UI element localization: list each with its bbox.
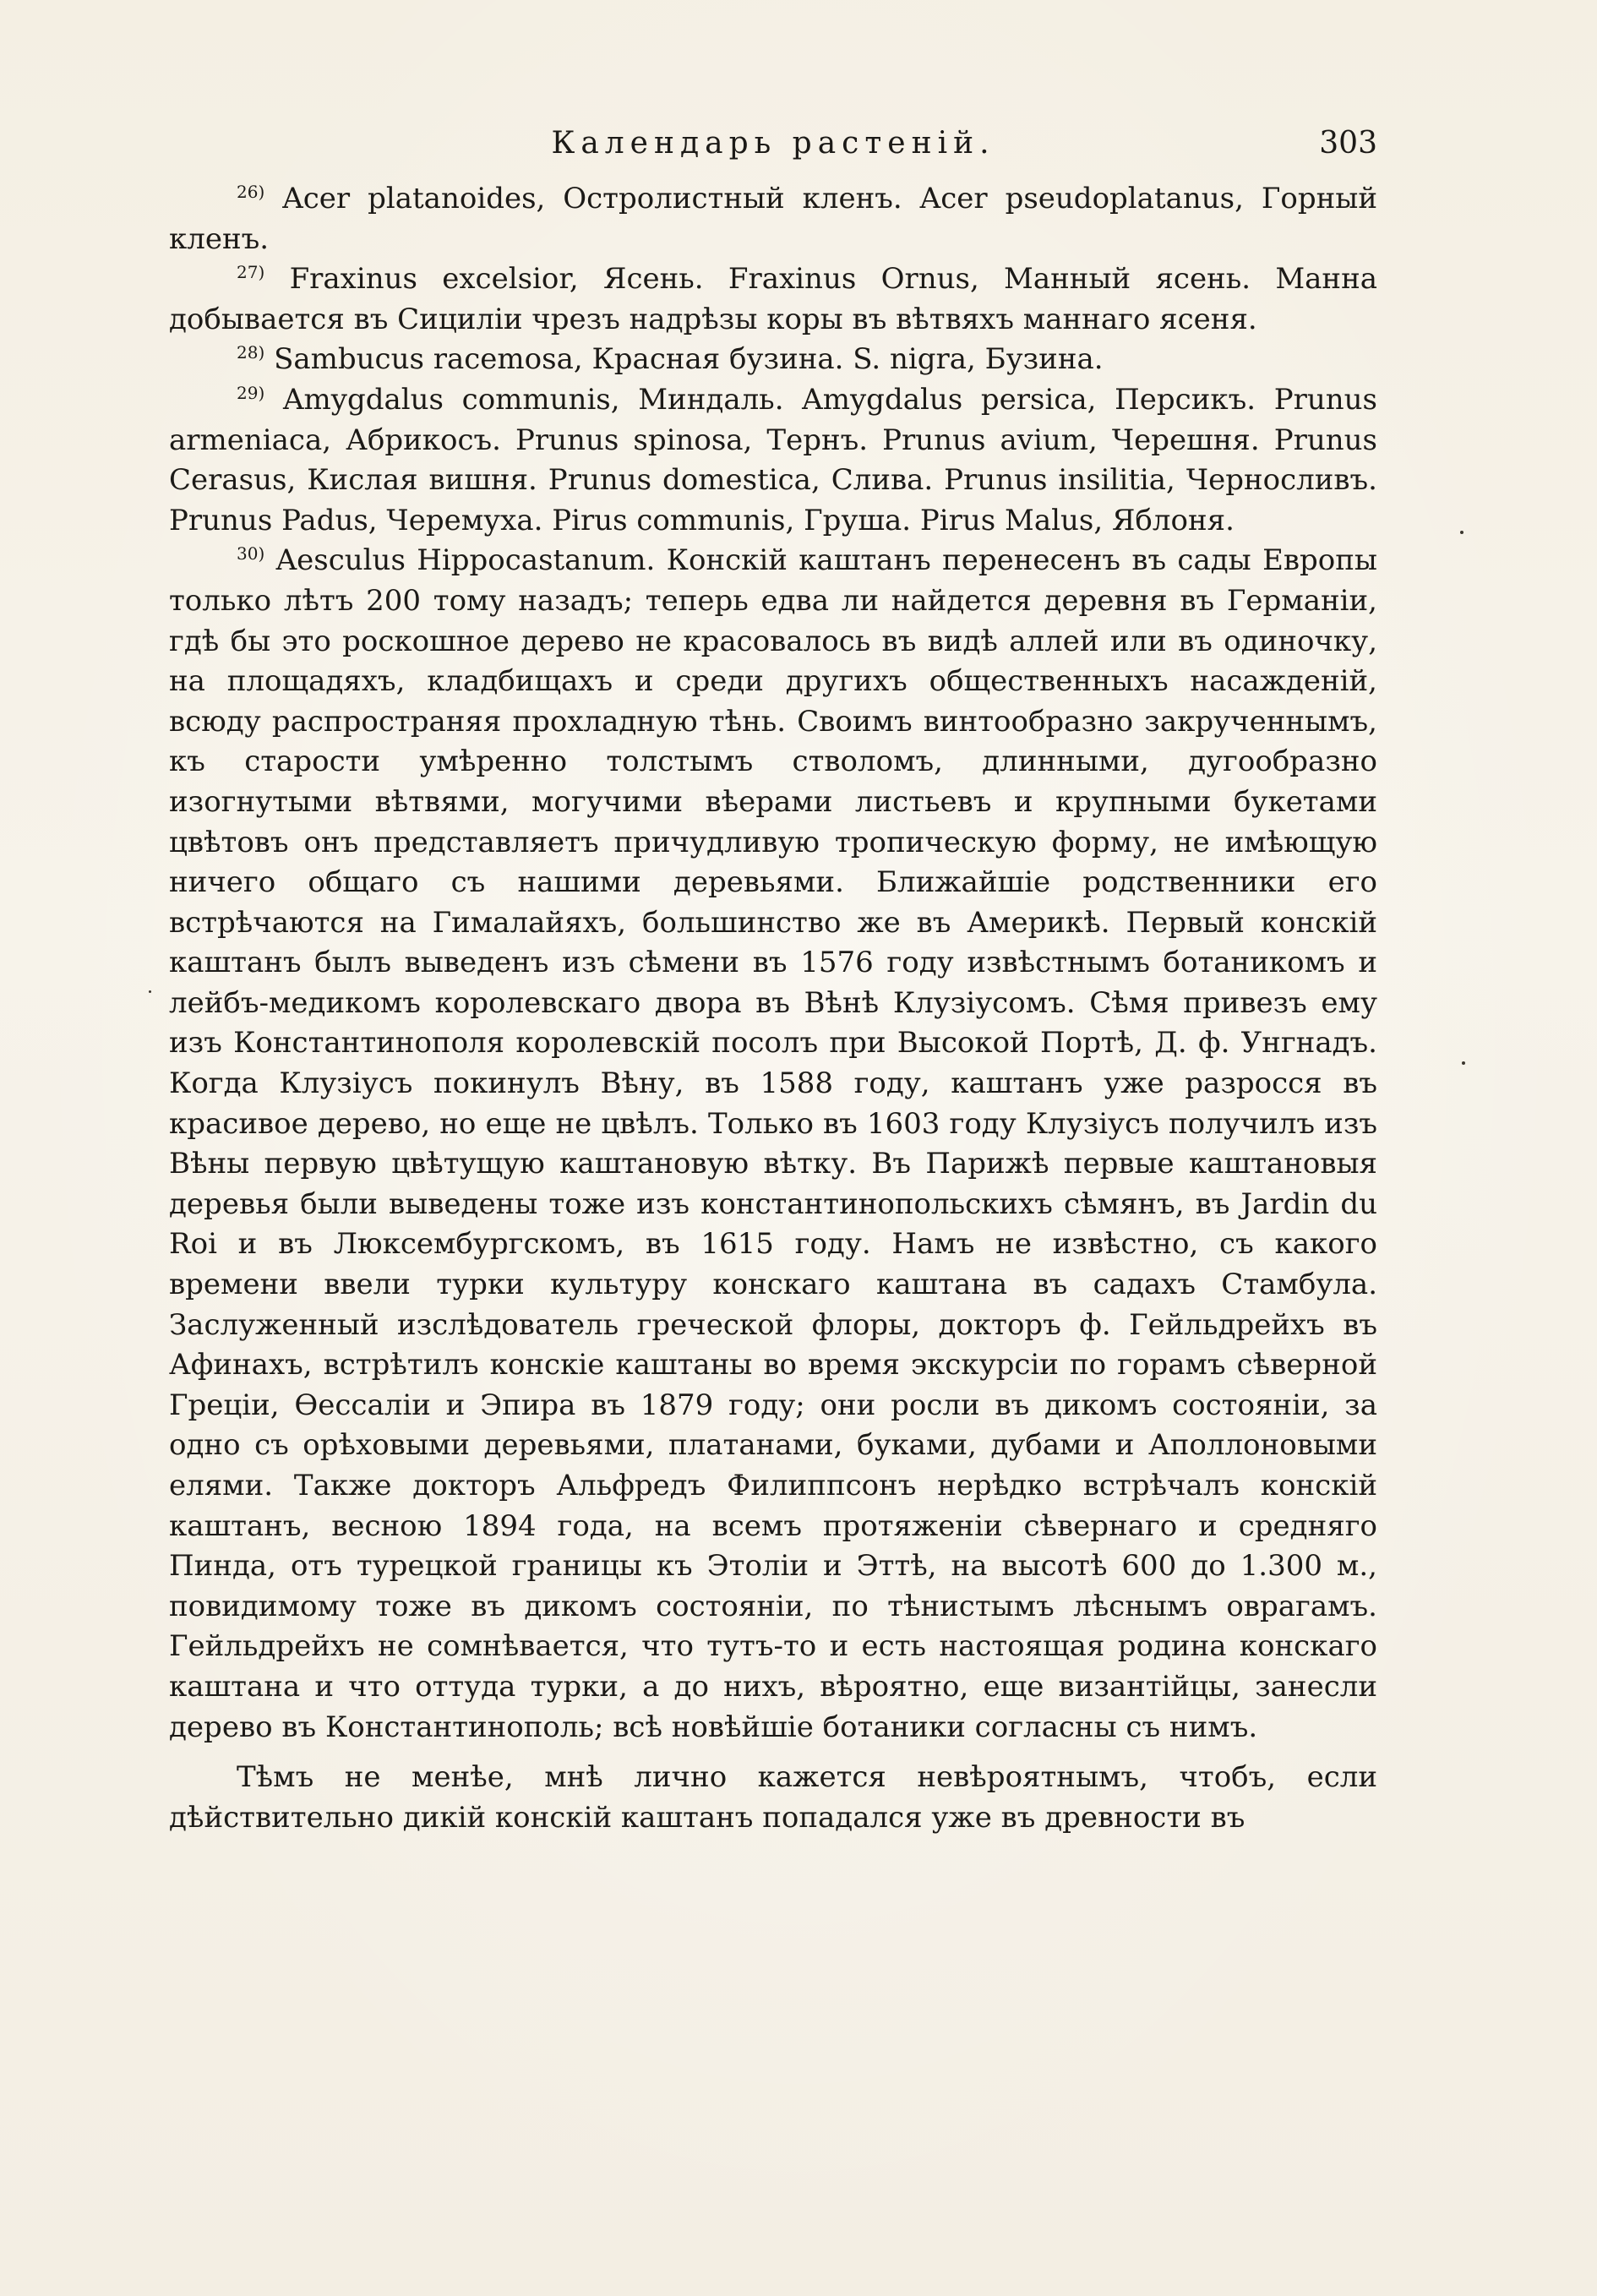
footnote-text: Amygdalus communis, Миндаль. Amygdalus persica, Персикъ. Prunus armeniaca, Абрикосъ. Prunus spinosa, Тернъ. Prunus avium, Черешня. Prunus Cerasus, Кислая вишня. Prunus domestica, Слива. Prunus insilitia, Черносливъ. Prunus Padus, Черемуха. Pirus communis, Груша. Pirus Malus, Яблоня. <box>169 382 1378 537</box>
footnote-26 <box>169 179 1377 259</box>
footnote-marker: 29) <box>237 382 265 403</box>
page-body <box>169 179 1377 1838</box>
footnote-marker: 27) <box>237 262 265 283</box>
page-number: 303 <box>1319 126 1377 161</box>
closing-paragraph: Тѣмъ не менѣе, мнѣ лично кажется невѣроятнымъ, чтобъ, если дѣйствительно дикій конскій каштанъ попадался уже въ древности въ <box>169 1760 1377 1835</box>
footnote-text: Fraxinus excelsior, Ясень. Fraxinus Ornus, Манный ясень. Манна добывается въ Сициліи чрезъ надрѣзы коры въ вѣтвяхъ маннаго ясеня. <box>169 262 1378 336</box>
footnote-text: Acer platanoides, Остролистный кленъ. Acer pseudoplatanus, Горный кленъ. <box>169 182 1377 256</box>
footnote-text: Aesculus Hippocastanum. Конскій каштанъ перенесенъ въ сады Европы только лѣтъ 200 тому назадъ; теперь едва ли найдется деревня въ Германіи, гдѣ бы это роскошное дерево не красовалось въ видѣ аллей или въ одиночку, на площадяхъ, кладбищахъ и среди другихъ общественныхъ насажденій, всюду распространяя прохладную тѣнь. Своимъ винтообразно закрученнымъ, къ старости умѣренно толстымъ стволомъ, длинными, дугообразно изогнутыми вѣтвями, могучими вѣерами листьевъ и крупными букетами цвѣтовъ онъ представляетъ причудливую тропическую форму, не имѣющую ничего общаго съ нашими деревьями. Ближайшіе родственники его встрѣчаются на Гималайяхъ, большинство же въ Америкѣ. Первый конскій каштанъ былъ выведенъ изъ сѣмени въ 1576 году извѣстнымъ ботаникомъ и лейбъ-медикомъ королевскаго двора въ Вѣнѣ Клузіусомъ. Сѣмя привезъ ему изъ Константинополя королевскій посолъ при Высокой Портѣ, Д. ф. Унгнадъ. Когда Клузіусъ покинулъ Вѣну, въ 1588 году, каштанъ уже разросся въ красивое дерево, но еще не цвѣлъ. Только въ 1603 году Клузіусъ получилъ изъ Вѣны первую цвѣтущую каштановую вѣтку. Въ Парижѣ первые каштановыя деревья были выведены тоже изъ константинопольскихъ сѣмянъ, въ Jardin du Roi и въ Люксембургскомъ, въ 1615 году. Намъ не извѣстно, съ какого времени ввели турки культуру конскаго каштана въ садахъ Стамбула. Заслуженный изслѣдователь греческой флоры, докторъ ф. Гейльдрейхъ въ Афинахъ, встрѣтилъ конскіе каштаны во время экскурсіи по горамъ сѣверной Греціи, Ѳессаліи и Эпира въ 1879 году; они росли въ дикомъ состояніи, за одно съ орѣховыми деревьями, платанами, буками, дубами и Аполлоновыми елями. Также докторъ Альфредъ Филиппсонъ нерѣдко встрѣчалъ конскій каштанъ, весною 1894 года, на всемъ протяженіи сѣвернаго и средняго Пинда, отъ турецкой границы къ Этоліи и Эттѣ, на высотѣ 600 до 1.300 м., повидимому тоже въ дикомъ состояніи, по тѣнистымъ лѣснымъ оврагамъ. Гейльдрейхъ не сомнѣвается, что тутъ-то и есть настоящая родина конскаго каштана и что оттуда турки, а до нихъ, вѣроятно, еще византійцы, занесли дерево въ Константинополь; всѣ новѣйшіе ботаники согласны съ нимъ. <box>169 543 1377 1744</box>
footnote-28 <box>169 340 1377 380</box>
running-title: Календарь растеній. <box>551 126 995 161</box>
paper-speck <box>1460 531 1463 534</box>
page-header <box>169 120 1377 167</box>
footnote-marker: 30) <box>237 543 265 564</box>
footnote-27 <box>169 259 1377 340</box>
footnote-text: Sambucus racemosa, Красная бузина. S. nigra, Бузина. <box>274 342 1104 377</box>
footnote-marker: 26) <box>237 182 265 202</box>
footnote-marker: 28) <box>237 342 265 363</box>
paper-speck <box>149 990 151 993</box>
footnote-30 <box>169 541 1377 1748</box>
footnote-29 <box>169 380 1377 541</box>
paper-speck <box>1462 1061 1465 1065</box>
